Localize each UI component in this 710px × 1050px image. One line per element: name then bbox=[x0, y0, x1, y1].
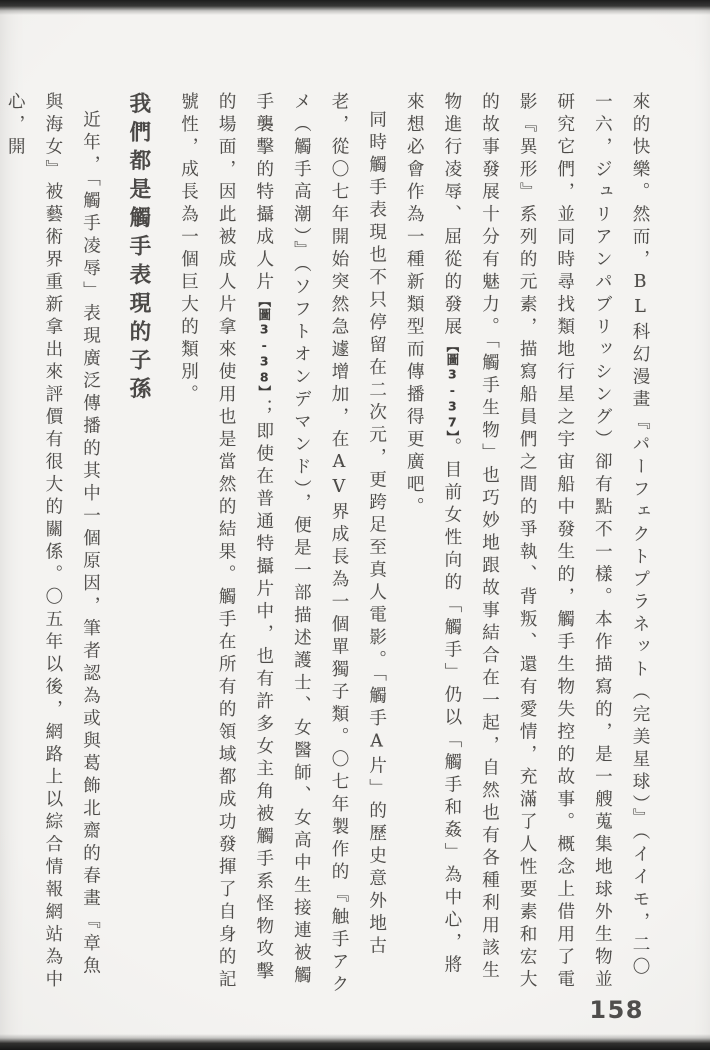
figure-ref-3-37: 【圖3-37】 bbox=[444, 339, 460, 438]
page-number: 158 bbox=[589, 996, 644, 1024]
paragraph-continuation bbox=[395, 92, 658, 1000]
scan-edge-bottom bbox=[0, 1034, 710, 1050]
text-segment: 同時觸手表現也不只停留在二次元，更跨足至真人電影。「觸手A片」的歷史意外地古老，從〇七年開始突然急遽增加，在AV界成長為一個單獨子類。〇七年製作的『触手アクメ（觸手高潮）』（ソフトオンデマンド），便是一部描述護士、女醫師、女高中生接連被觸手襲擊的特攝成人片 bbox=[253, 92, 387, 997]
text-segment: 來的快樂。然而，BL科幻漫畫『パーフェクトプラネット（完美星球）』（イイモ，二〇一六，ジュリアンパブリッシング）卻有點不一樣。本作描寫的，是一艘蒐集地球外生物並研究它們，並同時尋找類地行星之宇宙船中發生的，觸手生物失控的故事。概念上借用了電影『異形』系列的元素，描寫船員們之間的爭執、背叛、還有愛情，充滿了人性要素和宏大的故事發展十分有魅力。「觸手生物」也巧妙地跟故事結合在一起，自然也有各種利用該生物進行凌辱、屈從的發展 bbox=[441, 92, 650, 992]
figure-ref-3-38: 【圖3-38】 bbox=[256, 294, 272, 399]
paragraph-hokusai: 近年，「觸手凌辱」表現廣泛傳播的其中一個原因，筆者認為或與葛飾北齋的春畫『章魚與海女』被藝術界重新拿出來評價有很大的關係。〇五年以後，網路上以綜合情報網站為中心，開 bbox=[5, 92, 101, 992]
vertical-text-block bbox=[5, 92, 658, 1000]
text-segment: ；即使在普通特攝片中，也有許多女主角被觸手系怪物攻擊的場面，因此被成人片拿來使用也是當然的結果。觸手在所有的領域都成功發揮了自身的記號性，成長為一個巨大的類別。 bbox=[178, 92, 274, 992]
scan-edge-top bbox=[0, 0, 710, 15]
section-heading: 我們都是觸手表現的子孫 bbox=[125, 92, 151, 406]
text-segment: 。目前女性向的「觸手」仍以「觸手和姦」為中心，將來想必會作為一種新類型而傳播得更廣吧。 bbox=[404, 92, 462, 978]
paragraph-live-action bbox=[169, 92, 395, 1000]
